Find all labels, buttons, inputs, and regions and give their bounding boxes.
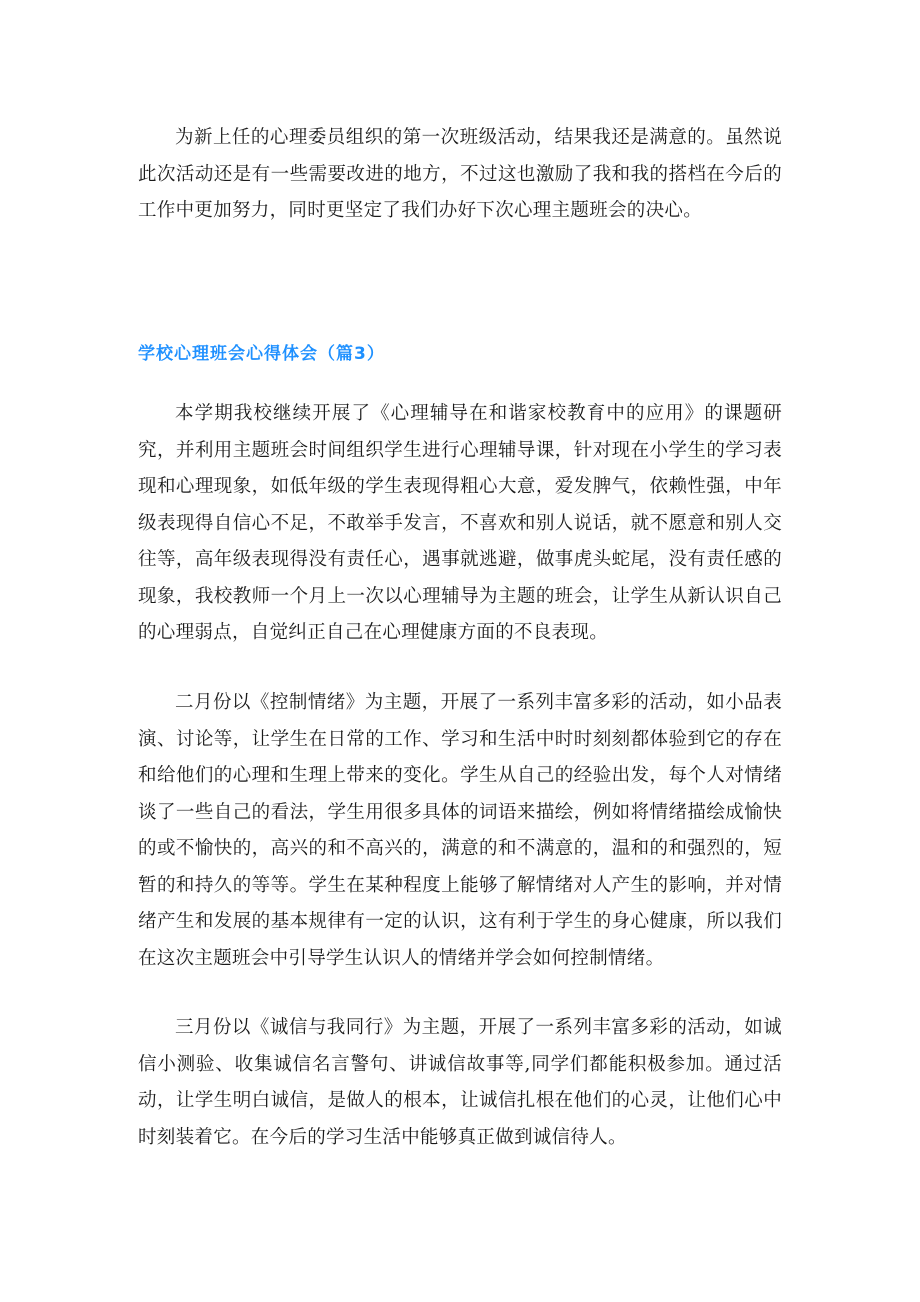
paragraph-intro: 为新上任的心理委员组织的第一次班级活动，结果我还是满意的。虽然说此次活动还是有一些需要改进的地方，不过这也激励了我和我的搭档在今后的工作中更加努力，同时更坚定了我们办好下次心理主题班会的决心。 [138,127,782,221]
paragraph-february: 二月份以《控制情绪》为主题，开展了一系列丰富多彩的活动，如小品表演、讨论等，让学生在日常的工作、学习和生活中时时刻刻都体验到它的存在和给他们的心理和生理上带来的变化。学生从自己的经验出发，每个人对情绪谈了一些自己的看法，学生用很多具体的词语来描绘，例如将情绪描绘成愉快的或不愉快的，高兴的和不高兴的，满意的和不满意的，温和的和强烈的，短暂的和持久的等等。学生在某种程度上能够了解情绪对人产生的影响，并对情绪产生和发展的基本规律有一定的认识，这有利于学生的身心健康，所以我们在这次主题班会中引导学生认识人的情绪并学会如何控制情绪。 [138,692,782,969]
section-heading: 学校心理班会心得体会（篇3） [138,344,385,364]
paragraph-research: 本学期我校继续开展了《心理辅导在和谐家校教育中的应用》的课题研究，并利用主题班会时间组织学生进行心理辅导课，针对现在小学生的学习表现和心理现象，如低年级的学生表现得粗心大意，爱发脾气，依赖性强，中年级表现得自信心不足，不敢举手发言，不喜欢和别人说话，就不愿意和别人交往等，高年级表现得没有责任心，遇事就逃避，做事虎头蛇尾，没有责任感的现象，我校教师一个月上一次以心理辅导为主题的班会，让学生从新认识自己的心理弱点，自觉纠正自己在心理健康方面的不良表现。 [138,403,782,643]
paragraph-march: 三月份以《诚信与我同行》为主题，开展了一系列丰富多彩的活动，如诚信小测验、收集诚信名言警句、讲诚信故事等,同学们都能积极参加。通过活动，让学生明白诚信，是做人的根本，让诚信扎根在他们的心灵，让他们心中时刻装着它。在今后的学习生活中能够真正做到诚信待人。 [138,1017,782,1148]
